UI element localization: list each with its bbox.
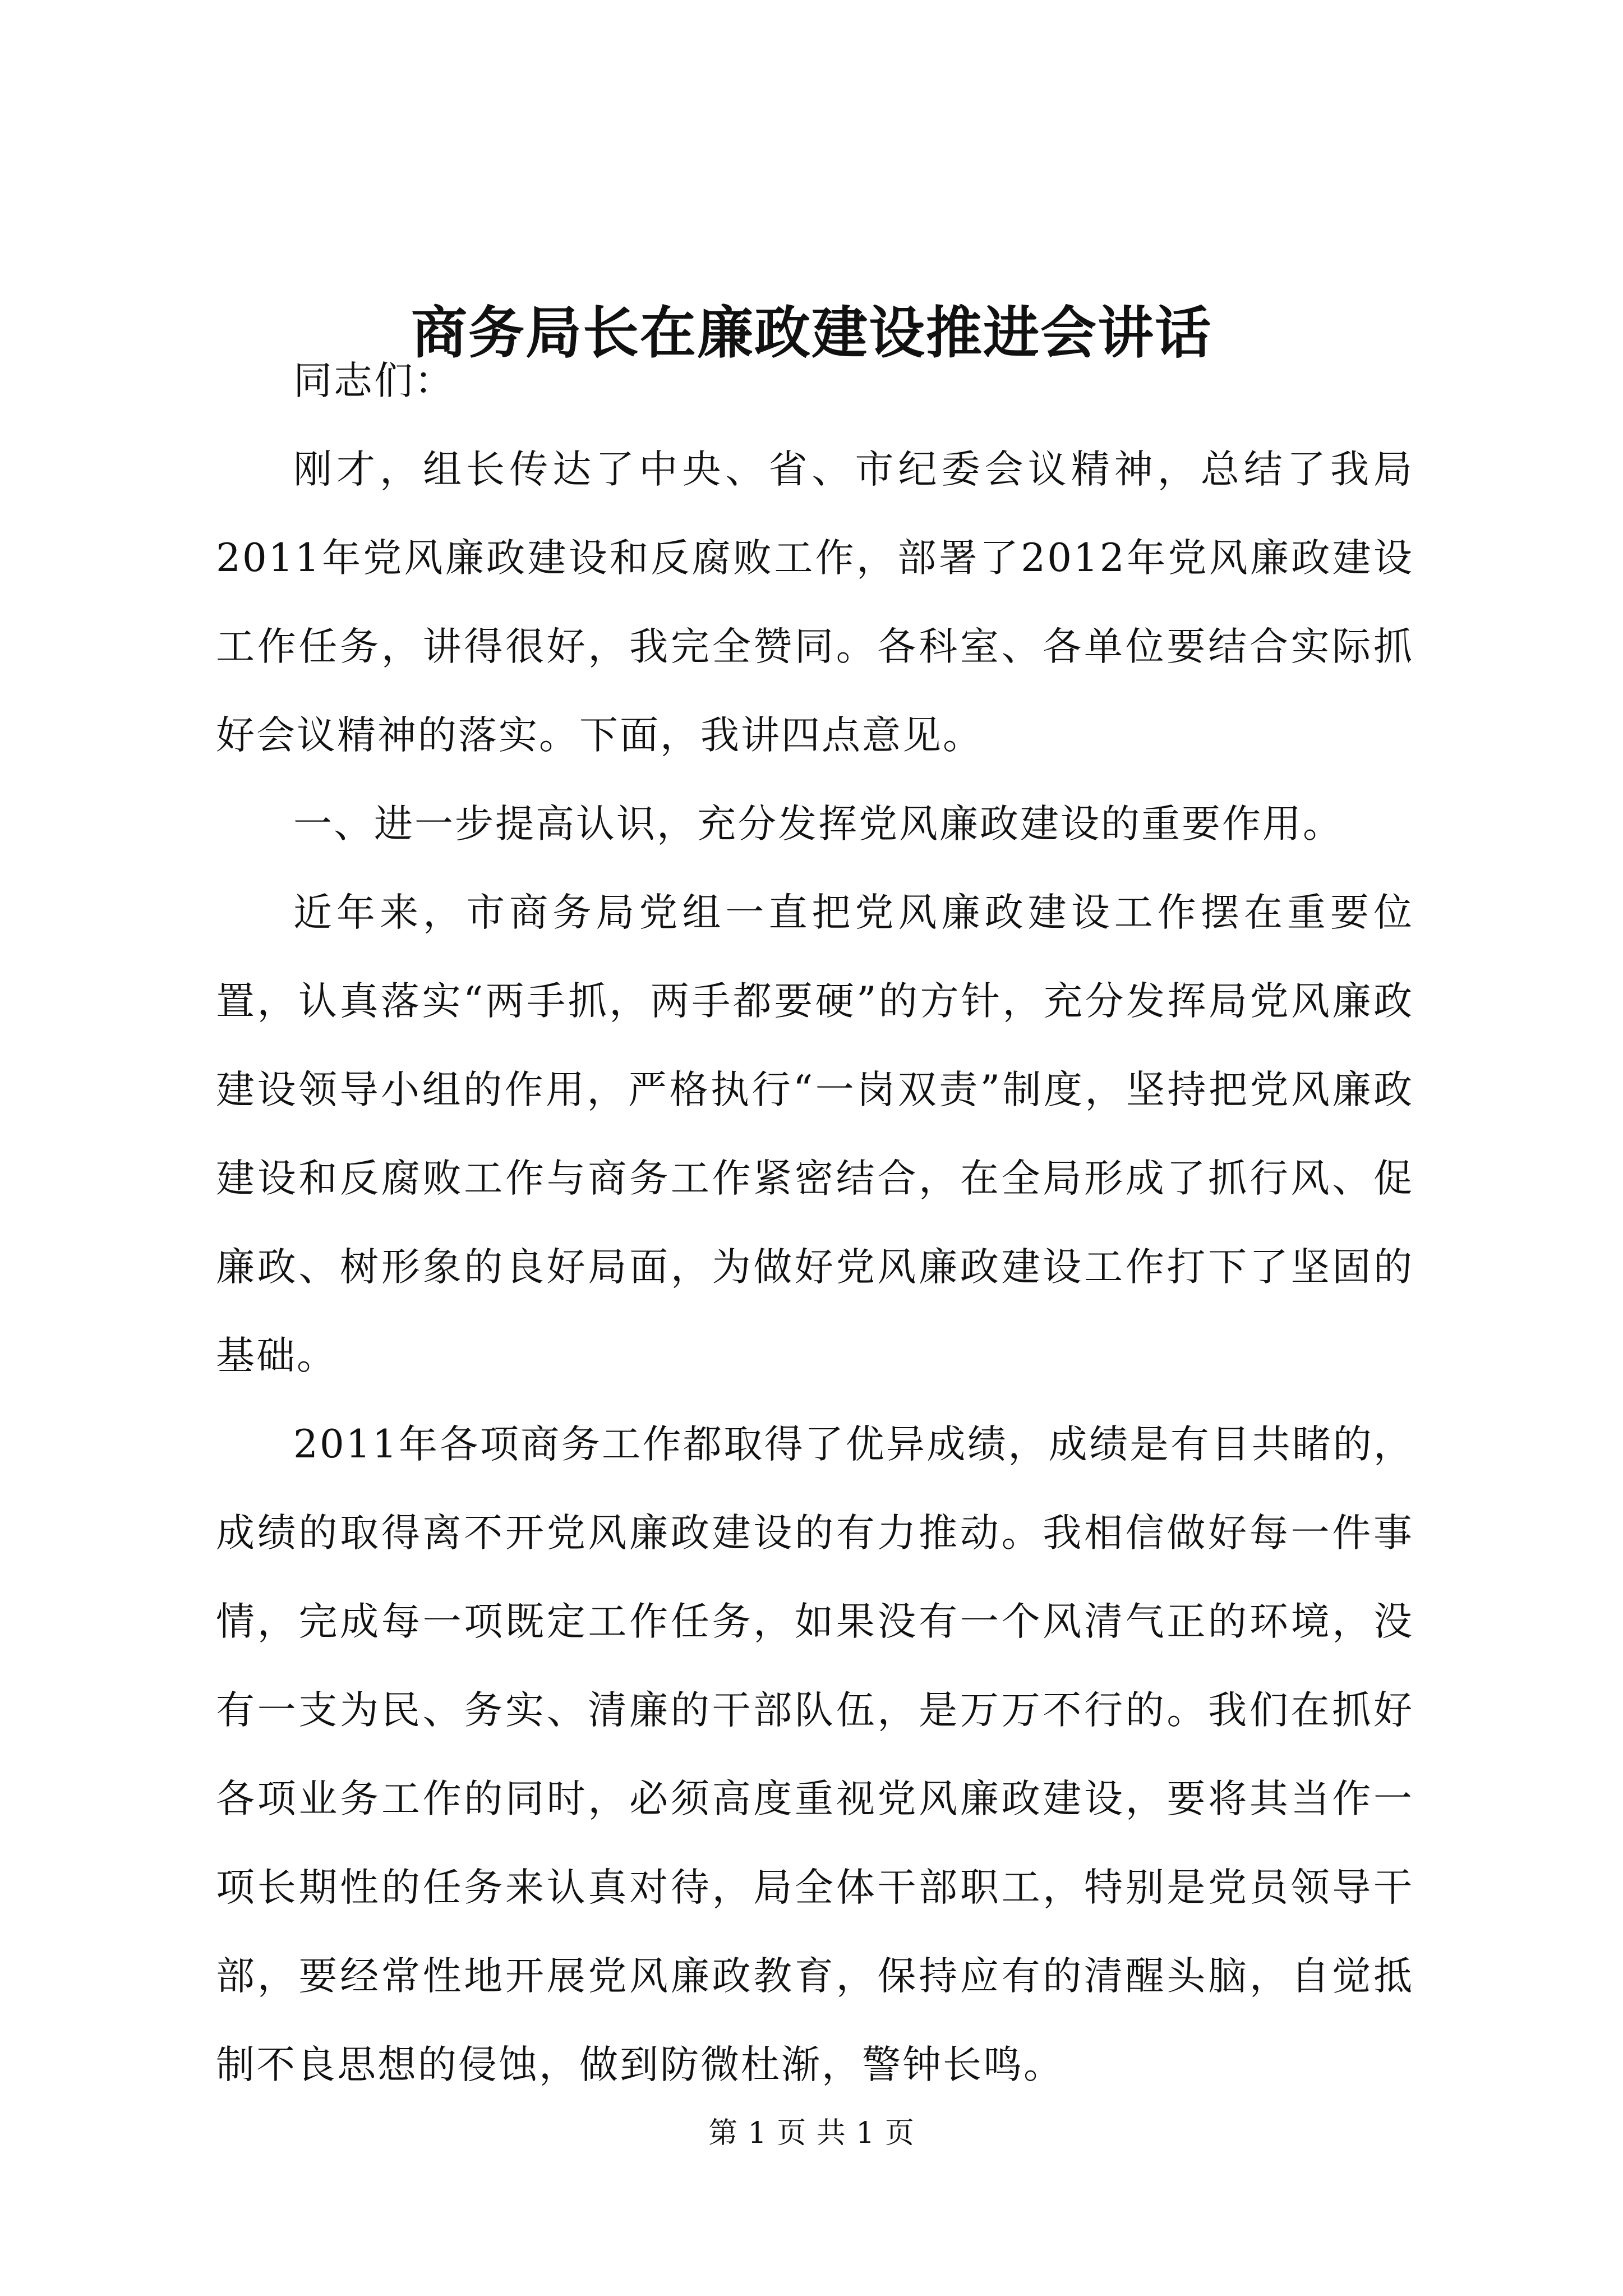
greeting-paragraph: 同志们：: [293, 358, 455, 403]
body-paragraph: 近年来，市商务局党组一直把党风廉政建设工作摆在重要位置，认真落实“两手抓，两手都要硬”的方针，充分发挥局党风廉政建设领导小组的作用，严格执行“一岗双责”制度，坚持把党风廉政建设和反腐败工作与商务工作紧密结合，在全局形成了抓行风、促廉政、树形象的良好局面，为做好党风廉政建设工作打下了坚固的基础。: [216, 890, 1414, 1378]
body-paragraph: 2011年各项商务工作都取得了优异成绩，成绩是有目共睹的，成绩的取得离不开党风廉政建设的有力推动。我相信做好每一件事情，完成每一项既定工作任务，如果没有一个风清气正的环境，没有一支为民、务实、清廉的干部队伍，是万万不行的。我们在抓好各项业务工作的同时，必须高度重视党风廉政建设，要将其当作一项长期性的任务来认真对待，局全体干部职工，特别是党员领导干部，要经常性地开展党风廉政教育，保持应有的清醒头脑，自觉抵制不良思想的侵蚀，做到防微杜渐，警钟长鸣。: [216, 1422, 1414, 2087]
document-body: [216, 337, 1414, 2109]
document-title: 商务局长在廉政建设推进会讲话: [411, 300, 1212, 366]
body-paragraph: 刚才，组长传达了中央、省、市纪委会议精神，总结了我局2011年党风廉政建设和反腐败工作，部署了2012年党风廉政建设工作任务，讲得很好，我完全赞同。各科室、各单位要结合实际抓好会议精神的落实。下面，我讲四点意见。: [216, 447, 1414, 758]
page-footer: 第 1 页 共 1 页: [708, 2116, 915, 2150]
section-heading-paragraph: 一、进一步提高认识，充分发挥党风廉政建设的重要作用。: [293, 802, 1343, 846]
